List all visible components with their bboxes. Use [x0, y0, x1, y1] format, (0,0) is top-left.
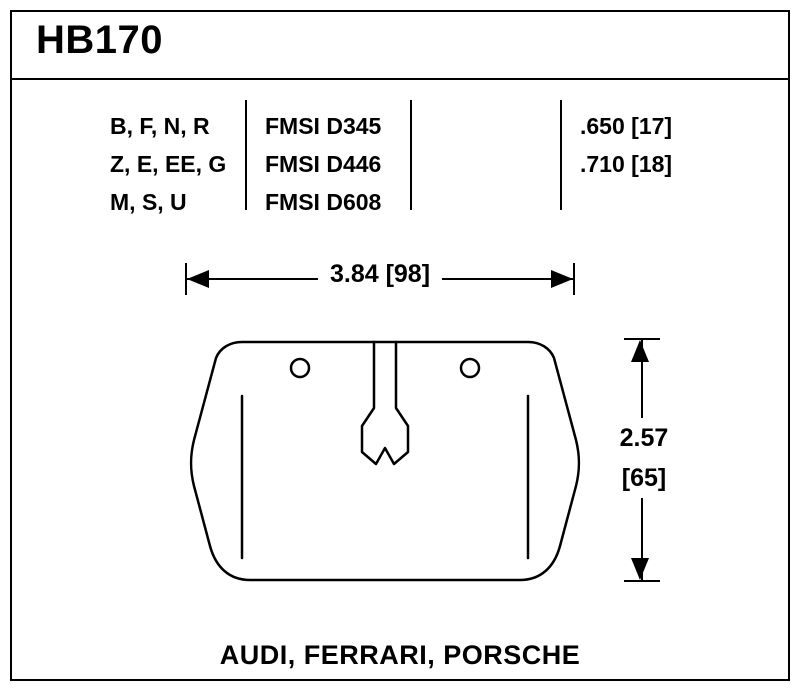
compound-row: M, S, U: [110, 189, 187, 215]
thickness-row: .650 [17]: [580, 113, 673, 139]
thickness-row: .710 [18]: [580, 151, 673, 177]
thickness-column: [580, 107, 672, 183]
header-divider: [12, 78, 788, 80]
spec-divider-2: [410, 100, 412, 210]
fmsi-row: FMSI D608: [265, 189, 382, 215]
spec-divider-3: [560, 100, 562, 210]
height-inches-value: 2.57: [619, 424, 669, 452]
height-mm-value: [65]: [621, 464, 667, 492]
fmsi-row: FMSI D446: [265, 151, 382, 177]
arrow-up-icon: [631, 340, 649, 362]
page-title: HB170: [36, 18, 164, 62]
mounting-hole-left: [291, 359, 309, 377]
spec-table: [100, 100, 710, 224]
pad-center-notch: [362, 342, 408, 464]
mounting-hole-right: [461, 359, 479, 377]
compound-row: B, F, N, R: [110, 113, 210, 139]
arrow-left-icon: [187, 270, 209, 288]
vehicle-applications: AUDI, FERRARI, PORSCHE: [219, 640, 581, 670]
spec-divider-1: [245, 100, 247, 210]
fmsi-row: FMSI D345: [265, 113, 382, 139]
width-dimension: [185, 258, 575, 298]
pad-backing-plate-outline: [191, 342, 579, 580]
compound-row: Z, E, EE, G: [110, 151, 227, 177]
width-dimension-label: 3.84 [98]: [318, 260, 442, 289]
brake-pad-drawing: [180, 330, 590, 592]
extension-tick-right: [573, 263, 575, 295]
arrow-down-icon: [631, 558, 649, 580]
fmsi-numbers-column: [265, 107, 381, 221]
arrow-right-icon: [551, 270, 573, 288]
compound-codes-column: [110, 107, 226, 221]
height-dimension-label: [600, 418, 688, 498]
extension-tick-bottom: [624, 580, 660, 582]
